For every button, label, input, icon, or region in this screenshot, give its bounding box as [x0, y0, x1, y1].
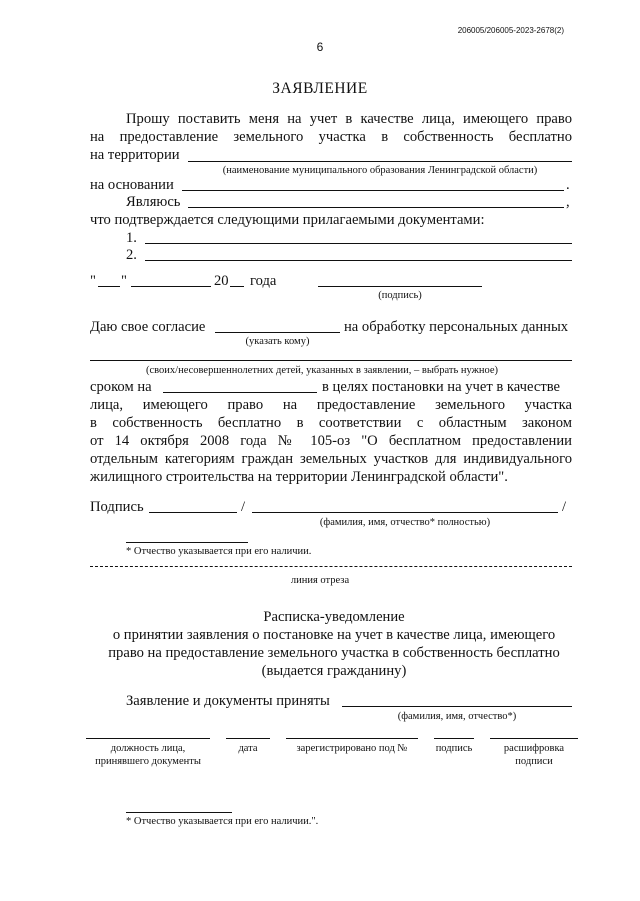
request-line-2: на предоставление земельного участка в собственность бесплатно [90, 129, 572, 145]
term-label: сроком на [90, 379, 152, 395]
form-title: ЗАЯВЛЕНИЕ [272, 80, 368, 97]
being-label: Являюсь [126, 194, 181, 210]
receipt-title: Расписка-уведомление [263, 609, 405, 625]
sign-slash-2: / [562, 499, 567, 515]
consent-scope-field[interactable] [90, 360, 572, 361]
basis-field[interactable] [182, 190, 564, 191]
sign-field[interactable] [149, 512, 237, 513]
law-line-5: жилищного строительства на территории Ленинградской области". [90, 469, 508, 485]
basis-period: . [566, 177, 570, 193]
footnote: * Отчество указывается при его наличии. [126, 546, 312, 557]
territory-field[interactable] [188, 161, 572, 162]
receipt-footnote: * Отчество указывается при его наличии.". [126, 816, 319, 827]
signature-decryption-field[interactable] [490, 738, 578, 739]
document-item-2-number: 2. [126, 247, 137, 263]
signature-field[interactable] [318, 286, 482, 287]
receipt-subtitle-3: (выдается гражданину) [261, 663, 407, 679]
position-label: должность лица, принявшего документы [95, 743, 201, 767]
term-tail: в целях постановки на учет в качестве [322, 379, 560, 395]
receipt-subtitle-1: о принятии заявления о постановке на учет в качестве лица, имеющего [112, 627, 556, 643]
consent-tail: на обработку персональных данных [344, 319, 569, 335]
registration-number-label: зарегистрировано под № [296, 743, 408, 754]
date-year-prefix: 20 [214, 273, 229, 289]
fio-field[interactable] [252, 512, 558, 513]
date-day-field[interactable] [98, 286, 120, 287]
territory-label: на территории [90, 147, 180, 163]
consent-scope-hint: (своих/несовершеннолетних детей, указанных в заявлении, – выбрать нужное) [146, 365, 499, 376]
document-item-1-field[interactable] [145, 243, 572, 244]
accepted-by-field[interactable] [342, 706, 572, 707]
document-item-1-number: 1. [126, 230, 137, 246]
date-quote-open: " [90, 273, 96, 289]
accepted-label: Заявление и документы приняты [126, 693, 330, 709]
cut-line-label: линия отреза [290, 575, 350, 586]
documents-intro: что подтверждается следующими прилагаемыми документами: [90, 212, 485, 228]
date-year-field[interactable] [230, 286, 244, 287]
law-line-1: лица, имеющего право на предоставление земельного участка [90, 397, 572, 413]
cut-line [90, 566, 572, 567]
term-field[interactable] [163, 392, 317, 393]
accepted-by-hint: (фамилия, имя, отчество*) [397, 711, 517, 722]
date-month-field[interactable] [131, 286, 211, 287]
page-number: 6 [316, 40, 324, 54]
receipt-subtitle-2: право на предоставление земельного участка в собственность бесплатно [108, 645, 560, 661]
receipt-date-field[interactable] [226, 738, 270, 739]
being-comma: , [566, 194, 570, 210]
law-line-4: отдельным категориям граждан земельных участков для индивидуального [90, 451, 572, 467]
sign-slash-1: / [241, 499, 246, 515]
signature-hint: (подпись) [378, 290, 422, 301]
document-item-2-field[interactable] [145, 260, 572, 261]
basis-label: на основании [90, 177, 174, 193]
sign-label: Подпись [90, 499, 144, 515]
law-line-2: в собственность бесплатно в соответствии с областным законом [90, 415, 572, 431]
request-line-1: Прошу поставить меня на учет в качестве лица, имеющего право [126, 111, 572, 127]
consent-label: Даю свое согласие [90, 319, 206, 335]
receipt-signature-field[interactable] [434, 738, 474, 739]
date-year-label: года [250, 273, 277, 289]
position-field[interactable] [86, 738, 210, 739]
date-quote-close: " [121, 273, 127, 289]
law-line-3: от 14 октября 2008 года № 105-оз "О бесплатном предоставлении [90, 433, 572, 449]
registration-number-field[interactable] [286, 738, 418, 739]
document-number: 206005/206005-2023-2678(2) [457, 26, 564, 35]
consent-whom-hint: (указать кому) [245, 336, 310, 347]
receipt-date-label: дата [238, 743, 258, 754]
being-field[interactable] [188, 207, 564, 208]
consent-whom-field[interactable] [215, 332, 340, 333]
signature-decryption-label: расшифровка подписи [503, 743, 565, 767]
receipt-signature-label: подпись [435, 743, 473, 754]
footnote-rule [126, 542, 248, 543]
receipt-footnote-rule [126, 812, 232, 813]
fio-hint: (фамилия, имя, отчество* полностью) [319, 517, 491, 528]
territory-hint: (наименование муниципального образования Ленинградской области) [222, 165, 538, 176]
